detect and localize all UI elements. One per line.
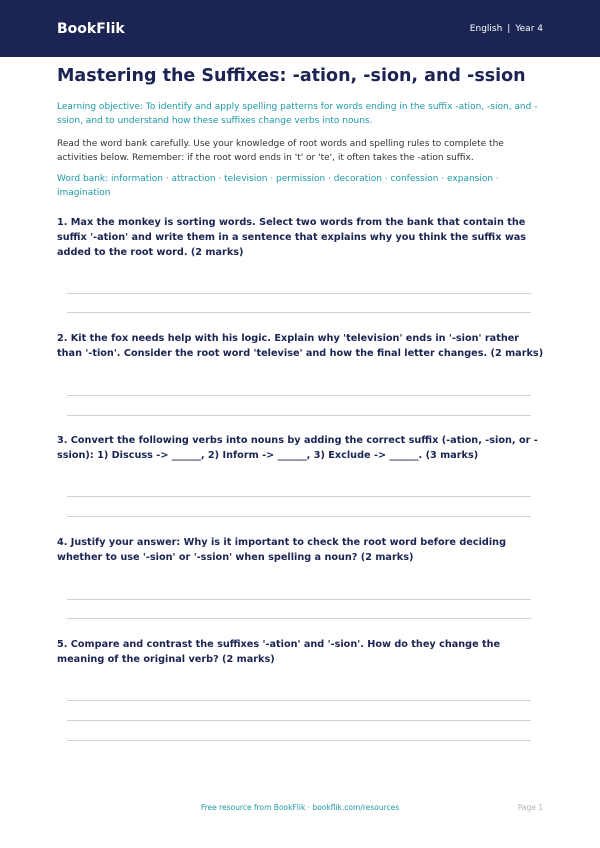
page-title: Mastering the Suffixes: -ation, -sion, and -ssion bbox=[57, 66, 526, 86]
answer-line-q5-3[interactable] bbox=[67, 740, 531, 741]
page-number: Page 1 bbox=[517, 803, 543, 812]
answer-line-q4-2[interactable] bbox=[67, 618, 531, 619]
question-5: 5. Compare and contrast the suffixes '-ation' and '-sion'. How do they change the meaning of the original verb? (2 marks) bbox=[57, 639, 501, 665]
answer-line-q2-1[interactable] bbox=[67, 395, 531, 396]
answer-line-q4-1[interactable] bbox=[67, 599, 531, 600]
answer-line-q2-2[interactable] bbox=[67, 415, 531, 416]
brand-logo[interactable]: BookFlik bbox=[57, 20, 125, 37]
word-bank: Word bank: information · attraction · television · permission · decoration · confession · expansion · imagination bbox=[57, 174, 499, 198]
question-2: 2. Kit the fox needs help with his logic. Explain why 'television' ends in '-sion' rather than '-tion'. Consider the root word 'televise' and how the final letter changes. (2 marks) bbox=[57, 333, 544, 359]
answer-line-q1-2[interactable] bbox=[67, 312, 531, 313]
answer-line-q3-2[interactable] bbox=[67, 516, 531, 517]
question-3: 3. Convert the following verbs into nouns by adding the correct suffix (-ation, -sion, or -ssion): 1) Discuss -> ______, 2) Inform -> ______, 3) Exclude -> ______. (3 marks) bbox=[57, 435, 538, 461]
year-label: Year 4 bbox=[515, 23, 543, 34]
answer-line-q1-1[interactable] bbox=[67, 293, 531, 294]
question-4: 4. Justify your answer: Why is it important to check the root word before deciding whether to use '-sion' or '-ssion' when spelling a noun? (2 marks) bbox=[57, 537, 507, 563]
answer-line-q5-1[interactable] bbox=[67, 700, 531, 701]
answer-line-q3-1[interactable] bbox=[67, 496, 531, 497]
header-meta bbox=[470, 24, 543, 34]
instructions-text: Read the word bank carefully. Use your knowledge of root words and spelling rules to complete the activities below. Remember: if the root word ends in 't' or 'te', it often takes the -ation suffix. bbox=[57, 139, 504, 163]
answer-line-q5-2[interactable] bbox=[67, 720, 531, 721]
subject-label: English bbox=[469, 23, 503, 34]
learning-objective: Learning objective: To identify and apply spelling patterns for words ending in the suffix -ation, -sion, and -ssion, and to understand how these suffixes change verbs into nouns. bbox=[57, 102, 538, 126]
header-bar bbox=[0, 0, 600, 57]
footer-credit[interactable]: Free resource from BookFlik · bookflik.com/resources bbox=[200, 803, 400, 812]
question-1: 1. Max the monkey is sorting words. Select two words from the bank that contain the suffix '-ation' and write them in a sentence that explains why you think the suffix was added to the root word. (2 marks) bbox=[57, 217, 527, 258]
header-separator: | bbox=[507, 23, 511, 34]
